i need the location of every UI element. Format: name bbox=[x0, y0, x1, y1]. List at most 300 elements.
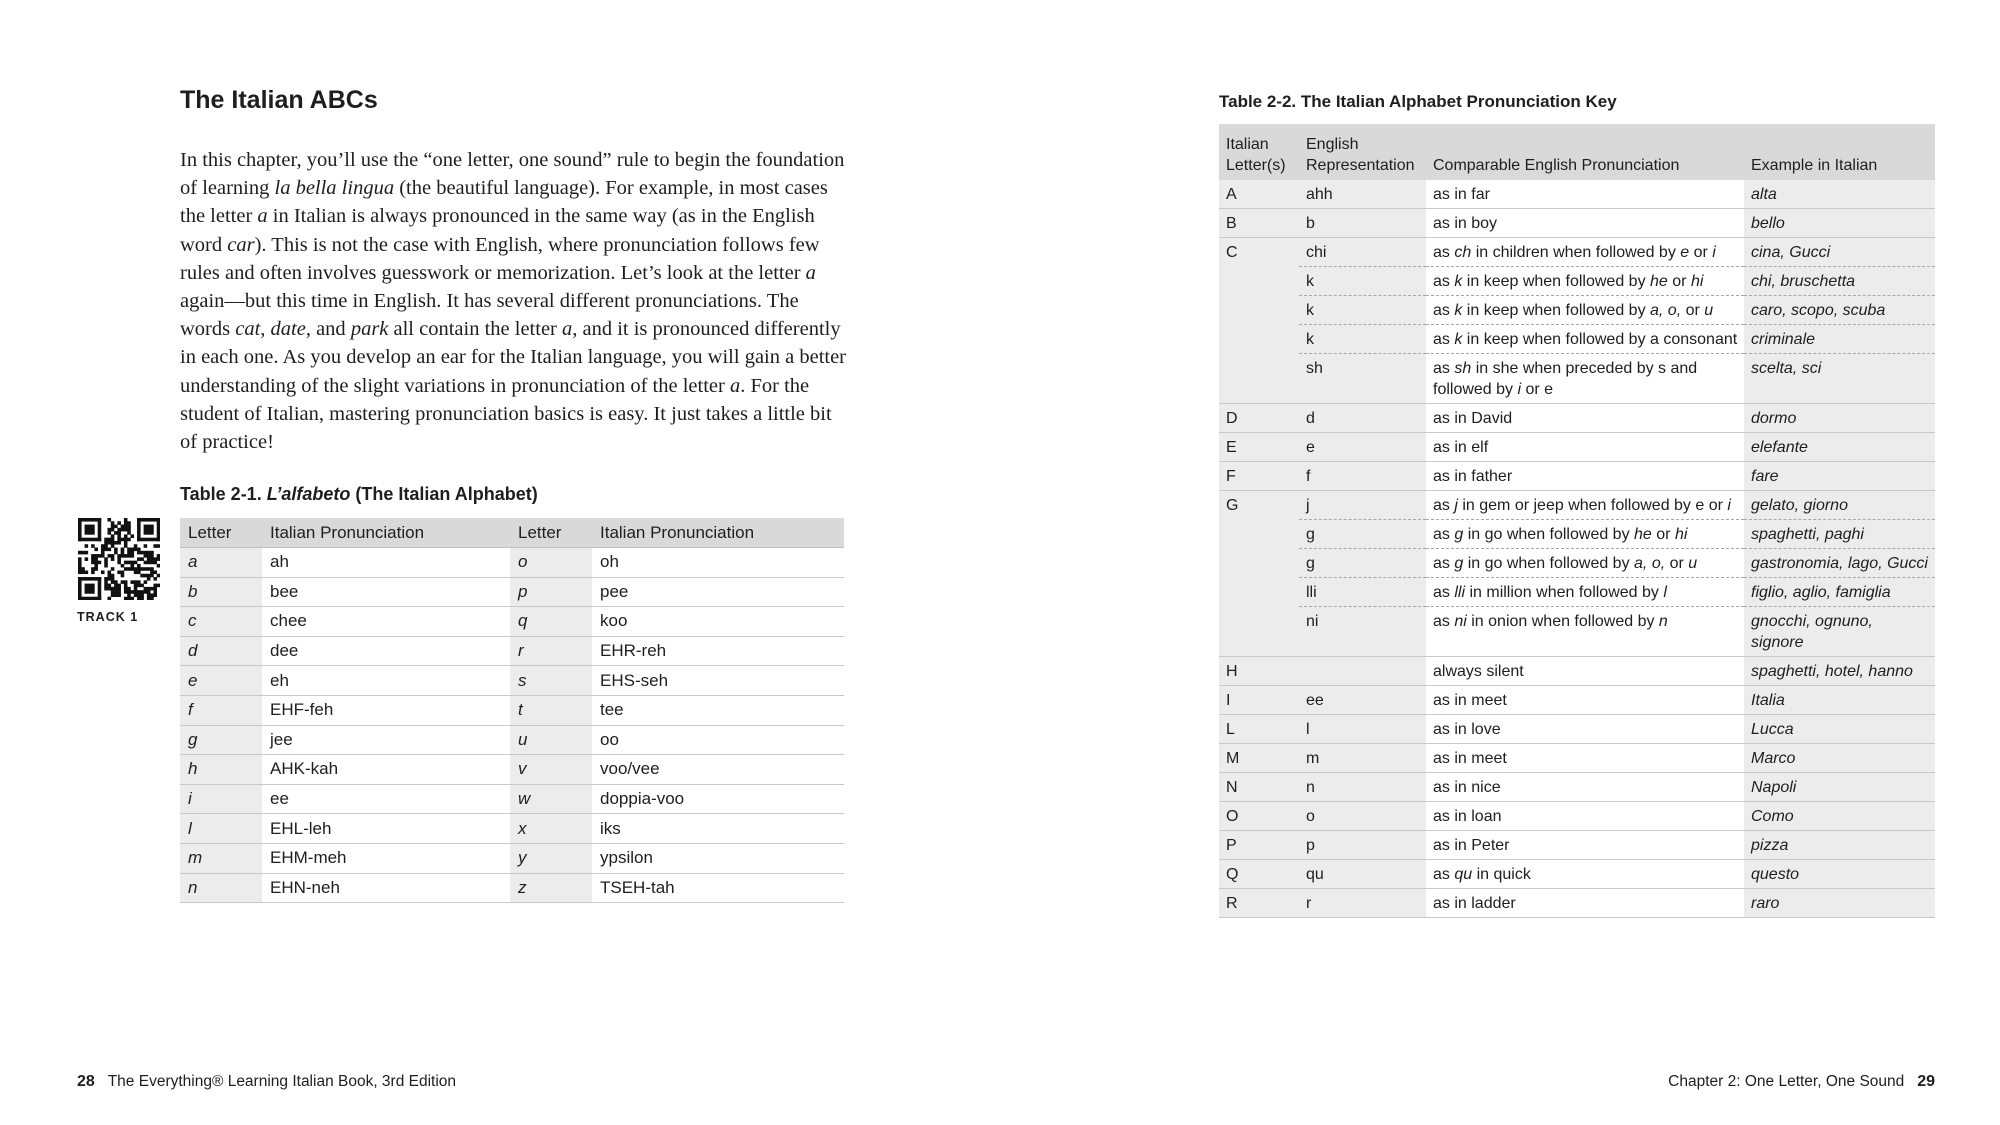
text-run: as in ladder bbox=[1433, 895, 1516, 912]
qr-module bbox=[117, 570, 121, 574]
pronunciation-cell: ypsilon bbox=[592, 843, 844, 873]
qr-module bbox=[85, 557, 89, 561]
qr-module bbox=[130, 561, 134, 565]
qr-module bbox=[124, 541, 128, 545]
qr-module bbox=[153, 557, 157, 561]
text-run: in keep when followed by a consonant bbox=[1462, 331, 1738, 348]
text-run: in quick bbox=[1472, 866, 1531, 883]
qr-module bbox=[104, 577, 108, 581]
qr-module bbox=[130, 590, 134, 594]
qr-module bbox=[130, 564, 134, 568]
letter-cell: A bbox=[1219, 180, 1299, 209]
representation-cell: g bbox=[1299, 520, 1426, 549]
pronunciation-cell: chee bbox=[262, 607, 510, 637]
pronunciation-cell: EHM-meh bbox=[262, 843, 510, 873]
italic-text: park bbox=[350, 318, 389, 341]
italic-text: hi bbox=[1690, 273, 1704, 290]
letter-cell: x bbox=[510, 814, 592, 844]
example-cell: gelato, giorno bbox=[1744, 491, 1935, 520]
pronunciation-cell bbox=[1426, 831, 1744, 860]
table2-caption: Table 2-2. The Italian Alphabet Pronunciation Key bbox=[1219, 92, 1617, 111]
qr-module bbox=[91, 567, 95, 571]
letter-cell: l bbox=[180, 814, 262, 844]
pronunciation-cell: tee bbox=[592, 695, 844, 725]
pronunciation-cell bbox=[1426, 325, 1744, 354]
representation-cell: f bbox=[1299, 462, 1426, 491]
italic-text: a bbox=[729, 374, 741, 397]
qr-module bbox=[114, 531, 118, 535]
text-run: as bbox=[1433, 273, 1455, 290]
qr-module bbox=[85, 570, 89, 574]
table-header-row bbox=[1219, 124, 1935, 180]
text-run: or bbox=[1689, 244, 1713, 261]
pronunciation-key-table-body bbox=[1219, 180, 1935, 918]
text-run: or e bbox=[1521, 381, 1554, 398]
qr-module bbox=[150, 567, 154, 571]
text-run: as in loan bbox=[1433, 808, 1502, 825]
representation-cell: qu bbox=[1299, 860, 1426, 889]
pronunciation-cell: jee bbox=[262, 725, 510, 755]
pronunciation-cell: oo bbox=[592, 725, 844, 755]
text-run: as bbox=[1433, 360, 1455, 377]
qr-module bbox=[140, 590, 144, 594]
qr-module bbox=[108, 584, 112, 588]
track-label: TRACK 1 bbox=[77, 610, 139, 624]
qr-module bbox=[117, 593, 121, 597]
qr-module bbox=[137, 597, 141, 600]
text-run: as in boy bbox=[1433, 215, 1498, 232]
letter-cell: H bbox=[1219, 657, 1299, 686]
qr-module bbox=[124, 587, 128, 591]
table-row bbox=[180, 725, 844, 755]
representation-cell: ahh bbox=[1299, 180, 1426, 209]
qr-module bbox=[127, 561, 131, 565]
qr-module bbox=[147, 597, 151, 600]
letter-cell: o bbox=[510, 548, 592, 578]
representation-cell: k bbox=[1299, 267, 1426, 296]
letter-cell: E bbox=[1219, 433, 1299, 462]
italic-text: e bbox=[1680, 244, 1690, 261]
qr-module bbox=[81, 551, 85, 555]
italic-text: g bbox=[1454, 555, 1464, 572]
table-row bbox=[1219, 462, 1935, 491]
table-row bbox=[180, 843, 844, 873]
representation-cell: p bbox=[1299, 831, 1426, 860]
example-cell: Italia bbox=[1744, 686, 1935, 715]
qr-module bbox=[94, 567, 98, 571]
italic-text: he bbox=[1634, 526, 1652, 543]
qr-module bbox=[153, 590, 157, 594]
letter-cell: g bbox=[180, 725, 262, 755]
example-cell: Lucca bbox=[1744, 715, 1935, 744]
qr-module bbox=[121, 538, 125, 542]
pronunciation-cell: voo/vee bbox=[592, 755, 844, 785]
qr-module bbox=[147, 554, 151, 558]
qr-module bbox=[137, 593, 141, 597]
representation-cell: r bbox=[1299, 889, 1426, 918]
italic-text: l bbox=[1663, 584, 1667, 601]
letter-cell: p bbox=[510, 577, 592, 607]
letter-cell: Q bbox=[1219, 860, 1299, 889]
pronunciation-cell bbox=[1426, 549, 1744, 578]
pronunciation-cell: eh bbox=[262, 666, 510, 696]
representation-cell: lli bbox=[1299, 578, 1426, 607]
qr-module bbox=[137, 557, 141, 561]
table1-caption-prefix: Table 2-1. bbox=[180, 484, 267, 504]
table-header-cell: Italian Letter(s) bbox=[1219, 124, 1299, 180]
italic-text: qu bbox=[1454, 866, 1473, 883]
qr-module bbox=[124, 528, 128, 532]
qr-module bbox=[124, 521, 128, 525]
qr-module bbox=[111, 593, 115, 597]
example-cell: raro bbox=[1744, 889, 1935, 918]
table-row bbox=[180, 873, 844, 903]
representation-cell: o bbox=[1299, 802, 1426, 831]
qr-module bbox=[94, 557, 98, 561]
qr-module bbox=[121, 528, 125, 532]
qr-module bbox=[117, 528, 121, 532]
qr-module bbox=[117, 584, 121, 588]
text-run: in onion when followed by bbox=[1466, 613, 1659, 630]
letter-cell: a bbox=[180, 548, 262, 578]
table-row bbox=[1219, 296, 1935, 325]
text-run: as bbox=[1433, 526, 1455, 543]
letter-cell: s bbox=[510, 666, 592, 696]
qr-finder-part bbox=[78, 518, 82, 541]
text-run: in Italian is always pronounced in the same way (as in the English word bbox=[180, 205, 815, 256]
letter-cell: r bbox=[510, 636, 592, 666]
italic-text: g bbox=[1454, 526, 1464, 543]
qr-module bbox=[134, 587, 138, 591]
qr-code-icon[interactable] bbox=[78, 518, 160, 600]
letter-cell: z bbox=[510, 873, 592, 903]
pronunciation-cell: ee bbox=[262, 784, 510, 814]
representation-cell: ni bbox=[1299, 607, 1426, 657]
section-title: The Italian ABCs bbox=[180, 86, 378, 114]
qr-module bbox=[114, 548, 118, 552]
pronunciation-cell: TSEH-tah bbox=[592, 873, 844, 903]
qr-module bbox=[127, 521, 131, 525]
table-row bbox=[1219, 657, 1935, 686]
italic-text: ch bbox=[1454, 244, 1472, 261]
pronunciation-cell: pee bbox=[592, 577, 844, 607]
pronunciation-cell bbox=[1426, 520, 1744, 549]
pronunciation-cell bbox=[1426, 433, 1744, 462]
qr-module bbox=[124, 567, 128, 571]
example-cell: caro, scopo, scuba bbox=[1744, 296, 1935, 325]
table-row bbox=[1219, 860, 1935, 889]
qr-module bbox=[108, 574, 112, 578]
italic-text: date bbox=[270, 318, 306, 341]
representation-cell bbox=[1299, 657, 1426, 686]
qr-module bbox=[140, 574, 144, 578]
text-run: as bbox=[1433, 302, 1455, 319]
table-row bbox=[180, 607, 844, 637]
text-run: as bbox=[1433, 584, 1455, 601]
qr-module bbox=[111, 538, 115, 542]
representation-cell: ee bbox=[1299, 686, 1426, 715]
text-run: or bbox=[1651, 526, 1675, 543]
text-run: in gem or jeep when followed by e or bbox=[1457, 497, 1728, 514]
text-run: as in Peter bbox=[1433, 837, 1510, 854]
qr-finder-part bbox=[137, 518, 141, 541]
qr-module bbox=[111, 554, 115, 558]
pronunciation-cell bbox=[1426, 404, 1744, 433]
qr-module bbox=[134, 548, 138, 552]
text-run: . For the student of Italian, mastering pronunciation basics is easy. It just takes a little bit of practice! bbox=[180, 374, 832, 454]
example-cell: scelta, sci bbox=[1744, 354, 1935, 404]
qr-module bbox=[98, 554, 102, 558]
representation-cell: e bbox=[1299, 433, 1426, 462]
table-row bbox=[1219, 773, 1935, 802]
representation-cell: g bbox=[1299, 549, 1426, 578]
qr-module bbox=[85, 551, 89, 555]
table-row bbox=[1219, 520, 1935, 549]
qr-module bbox=[117, 534, 121, 538]
qr-module bbox=[78, 557, 82, 561]
qr-module bbox=[124, 561, 128, 565]
qr-module bbox=[81, 567, 85, 571]
qr-module bbox=[144, 590, 148, 594]
qr-module bbox=[111, 587, 115, 591]
table-row bbox=[1219, 889, 1935, 918]
qr-module bbox=[111, 534, 115, 538]
letter-cell: m bbox=[180, 843, 262, 873]
qr-module bbox=[124, 584, 128, 588]
qr-module bbox=[114, 593, 118, 597]
qr-module bbox=[114, 587, 118, 591]
table-row bbox=[1219, 325, 1935, 354]
letter-cell: M bbox=[1219, 744, 1299, 773]
italic-text: i bbox=[1727, 497, 1731, 514]
qr-module bbox=[104, 587, 108, 591]
text-run: , and it is pronounced differently in each one. As you develop an ear for the Italian language, you will gain a better understanding of the slight variations in pronunciation of the letter bbox=[180, 318, 847, 397]
qr-module bbox=[130, 567, 134, 571]
qr-module bbox=[114, 584, 118, 588]
text-run: as bbox=[1433, 244, 1455, 261]
text-run: as in meet bbox=[1433, 750, 1507, 767]
example-cell: gastronomia, lago, Gucci bbox=[1744, 549, 1935, 578]
pronunciation-cell bbox=[1426, 296, 1744, 325]
pronunciation-cell bbox=[1426, 578, 1744, 607]
footer-right bbox=[1668, 1073, 1935, 1091]
qr-module bbox=[81, 570, 85, 574]
qr-module bbox=[78, 567, 82, 571]
text-run: in go when followed by bbox=[1463, 555, 1635, 572]
qr-module bbox=[108, 531, 112, 535]
pronunciation-cell bbox=[1426, 802, 1744, 831]
pronunciation-cell: ah bbox=[262, 548, 510, 578]
text-run: in million when followed by bbox=[1465, 584, 1664, 601]
qr-module bbox=[134, 590, 138, 594]
italic-text: i bbox=[1517, 381, 1522, 398]
pronunciation-key-table bbox=[1219, 124, 1935, 918]
pronunciation-cell bbox=[1426, 657, 1744, 686]
italic-text: k bbox=[1454, 331, 1463, 348]
qr-module bbox=[137, 564, 141, 568]
text-run: as in David bbox=[1433, 410, 1513, 427]
qr-module bbox=[157, 584, 160, 588]
qr-module bbox=[108, 541, 112, 545]
example-cell: dormo bbox=[1744, 404, 1935, 433]
italic-text: i bbox=[1712, 244, 1716, 261]
qr-module bbox=[101, 544, 105, 548]
qr-module bbox=[147, 590, 151, 594]
representation-cell: sh bbox=[1299, 354, 1426, 404]
qr-finder-part bbox=[98, 518, 102, 541]
pronunciation-cell: doppia-voo bbox=[592, 784, 844, 814]
qr-module bbox=[117, 541, 121, 545]
qr-module bbox=[150, 570, 154, 574]
pronunciation-cell: EHN-neh bbox=[262, 873, 510, 903]
qr-module bbox=[94, 564, 98, 568]
qr-module bbox=[144, 551, 148, 555]
example-cell: pizza bbox=[1744, 831, 1935, 860]
alphabet-table bbox=[180, 518, 844, 903]
example-cell: alta bbox=[1744, 180, 1935, 209]
qr-module bbox=[108, 577, 112, 581]
qr-module bbox=[153, 587, 157, 591]
qr-module bbox=[121, 580, 125, 584]
intro-paragraph bbox=[180, 146, 848, 456]
qr-module bbox=[137, 567, 141, 571]
qr-module bbox=[104, 557, 108, 561]
letter-cell: h bbox=[180, 755, 262, 785]
qr-module bbox=[140, 557, 144, 561]
qr-module bbox=[117, 587, 121, 591]
page-number: 29 bbox=[1917, 1073, 1935, 1090]
italic-text: he bbox=[1650, 273, 1668, 290]
qr-module bbox=[144, 567, 148, 571]
qr-module bbox=[111, 574, 115, 578]
representation-cell: b bbox=[1299, 209, 1426, 238]
qr-module bbox=[127, 548, 131, 552]
qr-module bbox=[124, 590, 128, 594]
qr-module bbox=[147, 587, 151, 591]
text-run: as in love bbox=[1433, 721, 1501, 738]
qr-module bbox=[127, 528, 131, 532]
qr-module bbox=[134, 567, 138, 571]
qr-module bbox=[101, 551, 105, 555]
example-cell: fare bbox=[1744, 462, 1935, 491]
right-page bbox=[1000, 0, 2000, 1125]
pronunciation-cell: iks bbox=[592, 814, 844, 844]
italic-text: a bbox=[805, 261, 816, 284]
qr-module bbox=[144, 561, 148, 565]
qr-finder-part bbox=[98, 577, 102, 600]
qr-module bbox=[111, 557, 115, 561]
letter-cell: C bbox=[1219, 238, 1299, 404]
qr-module bbox=[134, 580, 138, 584]
representation-cell: chi bbox=[1299, 238, 1426, 267]
text-run: or bbox=[1681, 302, 1705, 319]
qr-module bbox=[130, 551, 134, 555]
text-run: as in meet bbox=[1433, 692, 1507, 709]
example-cell: figlio, aglio, famiglia bbox=[1744, 578, 1935, 607]
qr-module bbox=[147, 567, 151, 571]
qr-module bbox=[150, 557, 154, 561]
qr-module bbox=[140, 584, 144, 588]
qr-module bbox=[94, 548, 98, 552]
qr-module bbox=[124, 580, 128, 584]
example-cell: gnocchi, ognuno, signore bbox=[1744, 607, 1935, 657]
pronunciation-cell: dee bbox=[262, 636, 510, 666]
example-cell: spaghetti, hotel, hanno bbox=[1744, 657, 1935, 686]
qr-module bbox=[104, 548, 108, 552]
qr-module bbox=[153, 544, 157, 548]
qr-module bbox=[117, 531, 121, 535]
representation-cell: k bbox=[1299, 296, 1426, 325]
qr-module bbox=[127, 587, 131, 591]
table-header-cell: Italian Pronunciation bbox=[592, 518, 844, 548]
pronunciation-cell: AHK-kah bbox=[262, 755, 510, 785]
qr-module bbox=[137, 570, 141, 574]
example-cell: cina, Gucci bbox=[1744, 238, 1935, 267]
table-header-cell: Example in Italian bbox=[1744, 124, 1935, 180]
qr-module bbox=[94, 554, 98, 558]
qr-module bbox=[157, 564, 160, 568]
text-run: as bbox=[1433, 497, 1455, 514]
text-run: In this chapter, you’ll use the “one letter, one sound” rule to begin the foundation of learning bbox=[180, 149, 845, 200]
qr-module bbox=[108, 554, 112, 558]
table1-caption bbox=[180, 484, 538, 505]
letter-cell: O bbox=[1219, 802, 1299, 831]
qr-module bbox=[108, 570, 112, 574]
italic-text: car bbox=[227, 233, 255, 256]
qr-module bbox=[124, 597, 128, 600]
representation-cell: k bbox=[1299, 325, 1426, 354]
text-run: always silent bbox=[1433, 663, 1524, 680]
letter-cell: e bbox=[180, 666, 262, 696]
pronunciation-cell bbox=[1426, 180, 1744, 209]
text-run: in children when followed by bbox=[1471, 244, 1681, 261]
letter-cell: D bbox=[1219, 404, 1299, 433]
qr-module bbox=[111, 521, 115, 525]
letter-cell: N bbox=[1219, 773, 1299, 802]
pronunciation-cell bbox=[1426, 607, 1744, 657]
qr-module bbox=[127, 597, 131, 600]
qr-module bbox=[150, 574, 154, 578]
text-run: ). This is not the case with English, where pronunciation follows few rules and often involves guesswork or memorization. Let’s look at the letter bbox=[180, 233, 820, 284]
book-title: The Everything® Learning Italian Book, 3rd Edition bbox=[107, 1073, 457, 1090]
example-cell: criminale bbox=[1744, 325, 1935, 354]
representation-cell: m bbox=[1299, 744, 1426, 773]
text-run: (the beautiful language). For example, in most cases the letter bbox=[180, 177, 828, 228]
pronunciation-cell bbox=[1426, 715, 1744, 744]
qr-module bbox=[85, 544, 89, 548]
qr-module bbox=[104, 580, 108, 584]
pronunciation-cell bbox=[1426, 744, 1744, 773]
qr-module bbox=[137, 580, 141, 584]
pronunciation-cell bbox=[1426, 686, 1744, 715]
qr-module bbox=[157, 557, 160, 561]
qr-module bbox=[91, 561, 95, 565]
qr-module bbox=[91, 557, 95, 561]
letter-cell: R bbox=[1219, 889, 1299, 918]
example-cell: bello bbox=[1744, 209, 1935, 238]
pronunciation-cell: EHR-reh bbox=[592, 636, 844, 666]
table-row bbox=[180, 784, 844, 814]
qr-module bbox=[130, 534, 134, 538]
table-row bbox=[1219, 607, 1935, 657]
qr-module bbox=[153, 584, 157, 588]
qr-finder-part bbox=[85, 525, 95, 535]
qr-module bbox=[127, 554, 131, 558]
italic-text: lli bbox=[1454, 584, 1466, 601]
pronunciation-cell: EHL-leh bbox=[262, 814, 510, 844]
text-run: all contain the letter bbox=[388, 318, 562, 341]
qr-module bbox=[121, 570, 125, 574]
